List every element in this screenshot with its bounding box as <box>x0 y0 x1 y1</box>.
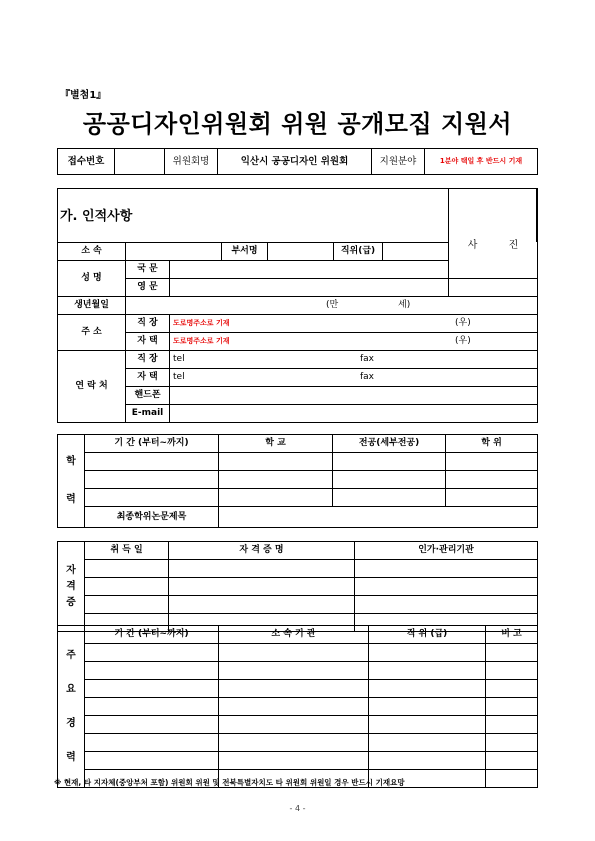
contact-work-label: 직 장 <box>126 351 170 369</box>
license-table <box>57 541 538 632</box>
fax-work: fax <box>360 354 375 364</box>
personal-info-table <box>57 242 538 423</box>
annex-tag: 『별첨1』 <box>60 90 107 101</box>
zip-work: (우) <box>455 318 471 328</box>
career-cell[interactable] <box>85 662 219 680</box>
license-side-1: 자 <box>66 564 76 576</box>
career-cell[interactable] <box>219 662 369 680</box>
career-table <box>57 625 538 788</box>
career-cell[interactable] <box>85 698 219 716</box>
lic-cell[interactable] <box>85 578 169 596</box>
career-cell[interactable] <box>486 644 538 662</box>
education-side-1: 학 <box>66 456 76 467</box>
affiliation-label: 소 속 <box>58 243 126 261</box>
lic-cell[interactable] <box>169 560 355 578</box>
top-info-table <box>57 148 538 175</box>
career-cell[interactable] <box>486 698 538 716</box>
korean-name-label: 국 문 <box>126 261 170 279</box>
photo-label: 사 진 <box>467 240 533 251</box>
mobile-label: 핸드폰 <box>126 387 170 405</box>
edu-cell[interactable] <box>219 489 333 507</box>
career-side-2: 요 <box>66 683 76 695</box>
career-cell[interactable] <box>85 716 219 734</box>
license-side-2: 격 <box>66 580 76 592</box>
field-label: 지원분야 <box>372 149 425 175</box>
photo-area-cell-2 <box>449 261 538 279</box>
license-side-3: 증 <box>66 596 76 608</box>
career-cell[interactable] <box>486 680 538 698</box>
career-cell[interactable] <box>219 752 369 770</box>
department-field[interactable] <box>268 243 334 261</box>
career-cell[interactable] <box>219 644 369 662</box>
tel-home: tel <box>173 372 185 382</box>
career-cell[interactable] <box>219 698 369 716</box>
career-cell[interactable] <box>85 734 219 752</box>
career-cell[interactable] <box>486 662 538 680</box>
career-cell[interactable] <box>219 716 369 734</box>
lic-cell[interactable] <box>355 560 538 578</box>
career-cell[interactable] <box>85 680 219 698</box>
career-col-period: 기 간 (부터~까지) <box>85 626 219 644</box>
korean-name-field[interactable] <box>170 261 449 279</box>
email-field[interactable] <box>170 405 538 423</box>
lic-cell[interactable] <box>85 596 169 614</box>
career-col-note: 비 고 <box>486 626 538 644</box>
email-label: E-mail <box>126 405 170 423</box>
contact-home-label: 자 택 <box>126 369 170 387</box>
edu-cell[interactable] <box>85 453 219 471</box>
field-note[interactable]: 1분야 택일 후 반드시 기재 <box>425 149 538 175</box>
education-side-label <box>58 435 85 528</box>
career-cell[interactable] <box>486 734 538 752</box>
position-label: 직위(급) <box>334 243 383 261</box>
page-number: - 4 - <box>289 804 306 813</box>
thesis-field[interactable] <box>219 507 538 528</box>
career-side-3: 경 <box>66 717 76 729</box>
career-col-org: 소 속 기 관 <box>219 626 369 644</box>
zip-home: (우) <box>455 336 471 346</box>
edu-col-school: 학 교 <box>219 435 333 453</box>
address-label: 주 소 <box>58 315 126 351</box>
address-home-field[interactable] <box>170 333 538 351</box>
age-open: (만 <box>326 300 339 310</box>
footer-note: ※ 현재, 타 지자체(중앙부처 포함) 위원회 위원 및 전북특별자치도 타 위원회 위원일 경우 반드시 기재요망 <box>54 778 405 787</box>
lic-col-name: 자 격 증 명 <box>169 542 355 560</box>
lic-cell[interactable] <box>355 578 538 596</box>
birth-field[interactable] <box>126 297 538 315</box>
english-name-field[interactable] <box>170 279 538 297</box>
department-label: 부서명 <box>222 243 268 261</box>
english-name-label: 영 문 <box>126 279 170 297</box>
edu-col-major: 전공(세부전공) <box>333 435 446 453</box>
edu-cell[interactable] <box>446 453 538 471</box>
license-side-label <box>58 542 85 632</box>
contact-work-field[interactable] <box>170 351 538 369</box>
address-work-label: 직 장 <box>126 315 170 333</box>
education-table <box>57 434 538 528</box>
lic-col-date: 취 득 일 <box>85 542 169 560</box>
career-cell[interactable] <box>486 770 538 788</box>
section-title: 가. 인적사항 <box>60 209 133 224</box>
receipt-no-field[interactable] <box>115 149 165 175</box>
lic-cell[interactable] <box>85 560 169 578</box>
career-cell[interactable] <box>85 752 219 770</box>
thesis-label: 최종학위논문제목 <box>85 507 219 528</box>
committee-label: 위원회명 <box>165 149 218 175</box>
edu-col-period: 기 간 (부터~까지) <box>85 435 219 453</box>
road-note-work: 도로명주소로 기재 <box>173 319 230 327</box>
education-side-2: 력 <box>66 494 76 505</box>
age-close: 세) <box>398 300 411 310</box>
edu-cell[interactable] <box>85 471 219 489</box>
lic-cell[interactable] <box>355 596 538 614</box>
career-cell[interactable] <box>486 716 538 734</box>
career-cell[interactable] <box>369 644 486 662</box>
birth-label: 생년월일 <box>58 297 126 315</box>
lic-col-org: 인가·관리기관 <box>355 542 538 560</box>
contact-label: 연 락 처 <box>58 351 126 423</box>
career-col-position: 직 위 (급) <box>369 626 486 644</box>
name-label: 성 명 <box>58 261 126 297</box>
career-side-1: 주 <box>66 649 76 661</box>
career-cell[interactable] <box>369 752 486 770</box>
career-cell[interactable] <box>369 716 486 734</box>
tel-work: tel <box>173 354 185 364</box>
address-work-field[interactable] <box>170 315 538 333</box>
fax-home: fax <box>360 372 375 382</box>
road-note-home: 도로명주소로 기재 <box>173 337 230 345</box>
committee-value: 익산시 공공디자인 위원회 <box>218 149 372 175</box>
career-cell[interactable] <box>369 662 486 680</box>
edu-cell[interactable] <box>85 489 219 507</box>
address-home-label: 자 택 <box>126 333 170 351</box>
lic-cell[interactable] <box>169 578 355 596</box>
edu-cell[interactable] <box>446 471 538 489</box>
career-cell[interactable] <box>369 698 486 716</box>
career-cell[interactable] <box>219 734 369 752</box>
mobile-field[interactable] <box>170 387 538 405</box>
career-cell[interactable] <box>486 752 538 770</box>
affiliation-field[interactable] <box>126 243 222 261</box>
edu-cell[interactable] <box>333 489 446 507</box>
edu-cell[interactable] <box>219 453 333 471</box>
photo-area-cell <box>449 243 538 261</box>
career-side-4: 력 <box>66 751 76 763</box>
receipt-no-label: 접수번호 <box>58 149 115 175</box>
edu-col-degree: 학 위 <box>446 435 538 453</box>
lic-cell[interactable] <box>169 596 355 614</box>
edu-cell[interactable] <box>333 453 446 471</box>
career-cell[interactable] <box>369 680 486 698</box>
edu-cell[interactable] <box>446 489 538 507</box>
career-cell[interactable] <box>369 734 486 752</box>
position-field[interactable] <box>383 243 449 261</box>
career-cell[interactable] <box>85 644 219 662</box>
contact-home-field[interactable] <box>170 369 538 387</box>
edu-cell[interactable] <box>219 471 333 489</box>
career-side-label <box>58 626 85 788</box>
page-title: 공공디자인위원회 위원 공개모집 지원서 <box>82 110 513 138</box>
career-cell[interactable] <box>219 680 369 698</box>
edu-cell[interactable] <box>333 471 446 489</box>
